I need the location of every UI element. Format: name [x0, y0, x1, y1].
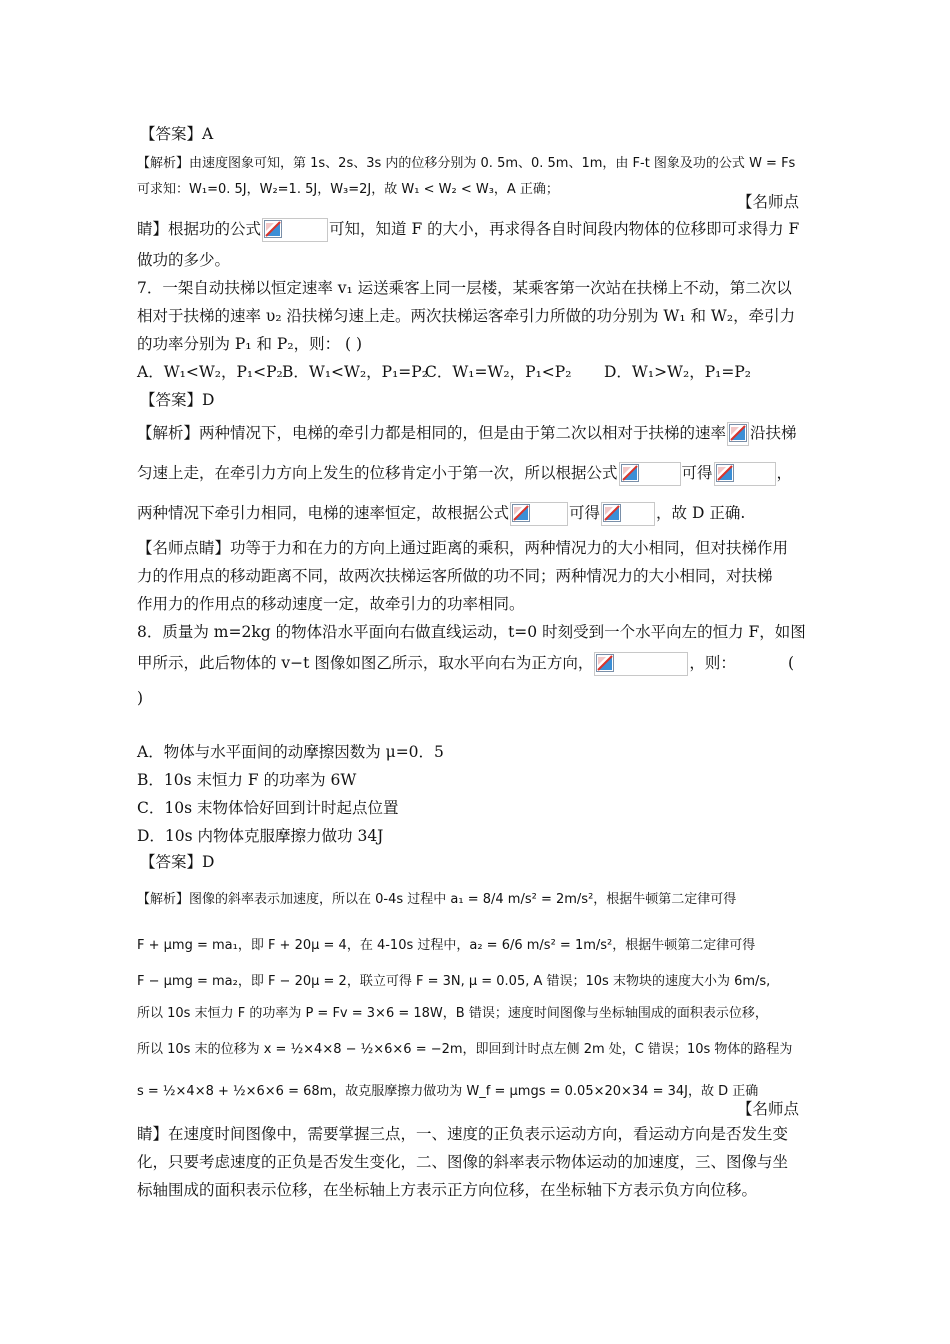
- q8-analysis-5: 所以 10s 末的位移为 x = ½×4×8 − ½×6×6 = −2m，即回到计时点左侧 2m 处，C 错误；10s 物体的路程为: [137, 1042, 793, 1057]
- q7-stem-1: 7．一架自动扶梯以恒定速率 v₁ 运送乘客上同一层楼，某乘客第一次站在扶梯上不动，第二次以: [137, 279, 792, 297]
- q8-mingshi-head: 【名师点: [737, 1100, 800, 1118]
- q8-analysis-3: F − μmg = ma₂，即 F − 20μ = 2，联立可得 F = 3N, μ = 0.05, A 错误；10s 末物块的速度大小为 6m/s,: [137, 974, 771, 989]
- q7-analysis-3b: 可得: [569, 504, 601, 522]
- q8-option-a: A．物体与水平面间的动摩擦因数为 μ=0．5: [137, 743, 444, 761]
- q7-mingshi-3: 作用力的作用点的移动速度一定，故牵引力的功率相同。: [137, 595, 525, 613]
- q7-option-a: A．W₁<W₂，P₁<P₂: [137, 363, 283, 381]
- p6-analysis-1: 【解析】由速度图象可知，第 1s、2s、3s 内的位移分别为 0. 5m、0. 5m、1m，由 F-t 图象及功的公式 W = Fs: [137, 156, 796, 171]
- q7-analysis-3a: 两种情况下牵引力相同，电梯的速率恒定，故根据公式: [137, 504, 510, 522]
- q8-mingshi-3: 标轴围成的面积表示位移，在坐标轴上方表示正方向位移，在坐标轴下方表示负方向位移。: [137, 1181, 758, 1199]
- q7-analysis-3: [137, 502, 745, 526]
- q7-option-c: C．W₁=W₂，P₁<P₂: [425, 363, 572, 381]
- q7-option-b: B．W₁<W₂，P₁=P₂: [282, 363, 428, 381]
- broken-image-icon: [601, 502, 655, 526]
- q8-stem-2a: 甲所示，此后物体的 v−t 图像如图乙所示，取水平向右为正方向，: [137, 654, 594, 672]
- q8-stem-2: [137, 652, 736, 676]
- q8-mingshi-1: 睛】在速度时间图像中，需要掌握三点，一、速度的正负表示运动方向，看运动方向是否发生变: [137, 1125, 789, 1143]
- p6-answer: 【答案】A: [140, 125, 214, 143]
- q8-analysis-6: s = ½×4×8 + ½×6×6 = 68m，故克服摩擦力做功为 W_f = μmgs = 0.05×20×34 = 34J，故 D 正确: [137, 1084, 759, 1099]
- q8-analysis-4: 所以 10s 末恒力 F 的功率为 P = Fv = 3×6 = 18W，B 错误；速度时间图像与坐标轴围成的面积表示位移，: [137, 1006, 768, 1021]
- q7-stem-2: 相对于扶梯的速率 υ₂ 沿扶梯匀速上走。两次扶梯运客牵引力所做的功分别为 W₁ 和 W₂，牵引力: [137, 307, 796, 325]
- p6-mingshi-head: 【名师点: [737, 193, 800, 211]
- q8-option-b: B．10s 末恒力 F 的功率为 6W: [137, 771, 357, 789]
- q7-analysis-1b: 沿扶梯: [750, 424, 797, 442]
- p6-mingshi-2: 做功的多少。: [137, 251, 231, 269]
- broken-image-icon: [262, 218, 328, 242]
- q7-option-d: D．W₁>W₂，P₁=P₂: [604, 363, 751, 381]
- q7-analysis-2c: ，: [776, 464, 793, 482]
- p6-mingshi-1a: 睛】根据功的公式: [137, 220, 262, 238]
- q8-mingshi-2: 化，只要考虑速度的正负是否发生变化，二、图像的斜率表示物体运动的加速度，三、图像与坐: [137, 1153, 789, 1171]
- q7-stem-3: 的功率分别为 P₁ 和 P₂，则： ( ): [137, 335, 363, 353]
- q8-stem-1: 8．质量为 m=2kg 的物体沿水平面向右做直线运动，t=0 时刻受到一个水平向左的恒力 F，如图: [137, 623, 806, 641]
- q7-answer: 【答案】D: [140, 391, 215, 409]
- q8-stem-2b: ，则：: [689, 654, 736, 672]
- q8-stem-2c: (: [788, 654, 795, 672]
- q8-analysis-2: F + μmg = ma₁，即 F + 20μ = 4，在 4-10s 过程中，a₂ = 6/6 m/s² = 1m/s²，根据牛顿第二定律可得: [137, 938, 756, 953]
- q7-analysis-3c: ，故 D 正确.: [656, 504, 746, 522]
- q8-analysis-1: 【解析】图像的斜率表示加速度，所以在 0-4s 过程中 a₁ = 8/4 m/s² = 2m/s²，根据牛顿第二定律可得: [137, 892, 737, 907]
- p6-analysis-2: 可求知：W₁=0. 5J，W₂=1. 5J，W₃=2J，故 W₁ < W₂ < W₃，A 正确；: [137, 182, 559, 197]
- q8-option-d: D．10s 内物体克服摩擦力做功 34J: [137, 827, 384, 845]
- q7-mingshi-1: 【名师点睛】功等于力和在力的方向上通过距离的乘积，两种情况力的大小相同，但对扶梯作用: [137, 539, 789, 557]
- p6-mingshi-1b: 可知，知道 F 的大小，再求得各自时间段内物体的位移即可求得力 F: [329, 220, 800, 238]
- q7-analysis-2a: 匀速上走，在牵引力方向上发生的位移肯定小于第一次，所以根据公式: [137, 464, 618, 482]
- p6-mingshi-1: [137, 218, 799, 242]
- q7-mingshi-2: 力的作用点的移动距离不同，故两次扶梯运客所做的功不同；两种情况力的大小相同，对扶梯: [137, 567, 773, 585]
- q7-analysis-1a: 【解析】两种情况下，电梯的牵引力都是相同的，但是由于第二次以相对于扶梯的速率: [137, 424, 727, 442]
- broken-image-icon: [714, 462, 776, 486]
- q7-analysis-2b: 可得: [681, 464, 713, 482]
- broken-image-icon: [727, 422, 749, 446]
- q8-stem-3: ): [137, 689, 144, 707]
- q7-analysis-2: [137, 462, 792, 486]
- q7-analysis-1: [137, 422, 797, 446]
- broken-image-icon: [619, 462, 681, 486]
- broken-image-icon: [510, 502, 568, 526]
- broken-image-icon: [594, 652, 688, 676]
- q8-answer: 【答案】D: [140, 853, 215, 871]
- q8-option-c: C．10s 末物体恰好回到计时起点位置: [137, 799, 399, 817]
